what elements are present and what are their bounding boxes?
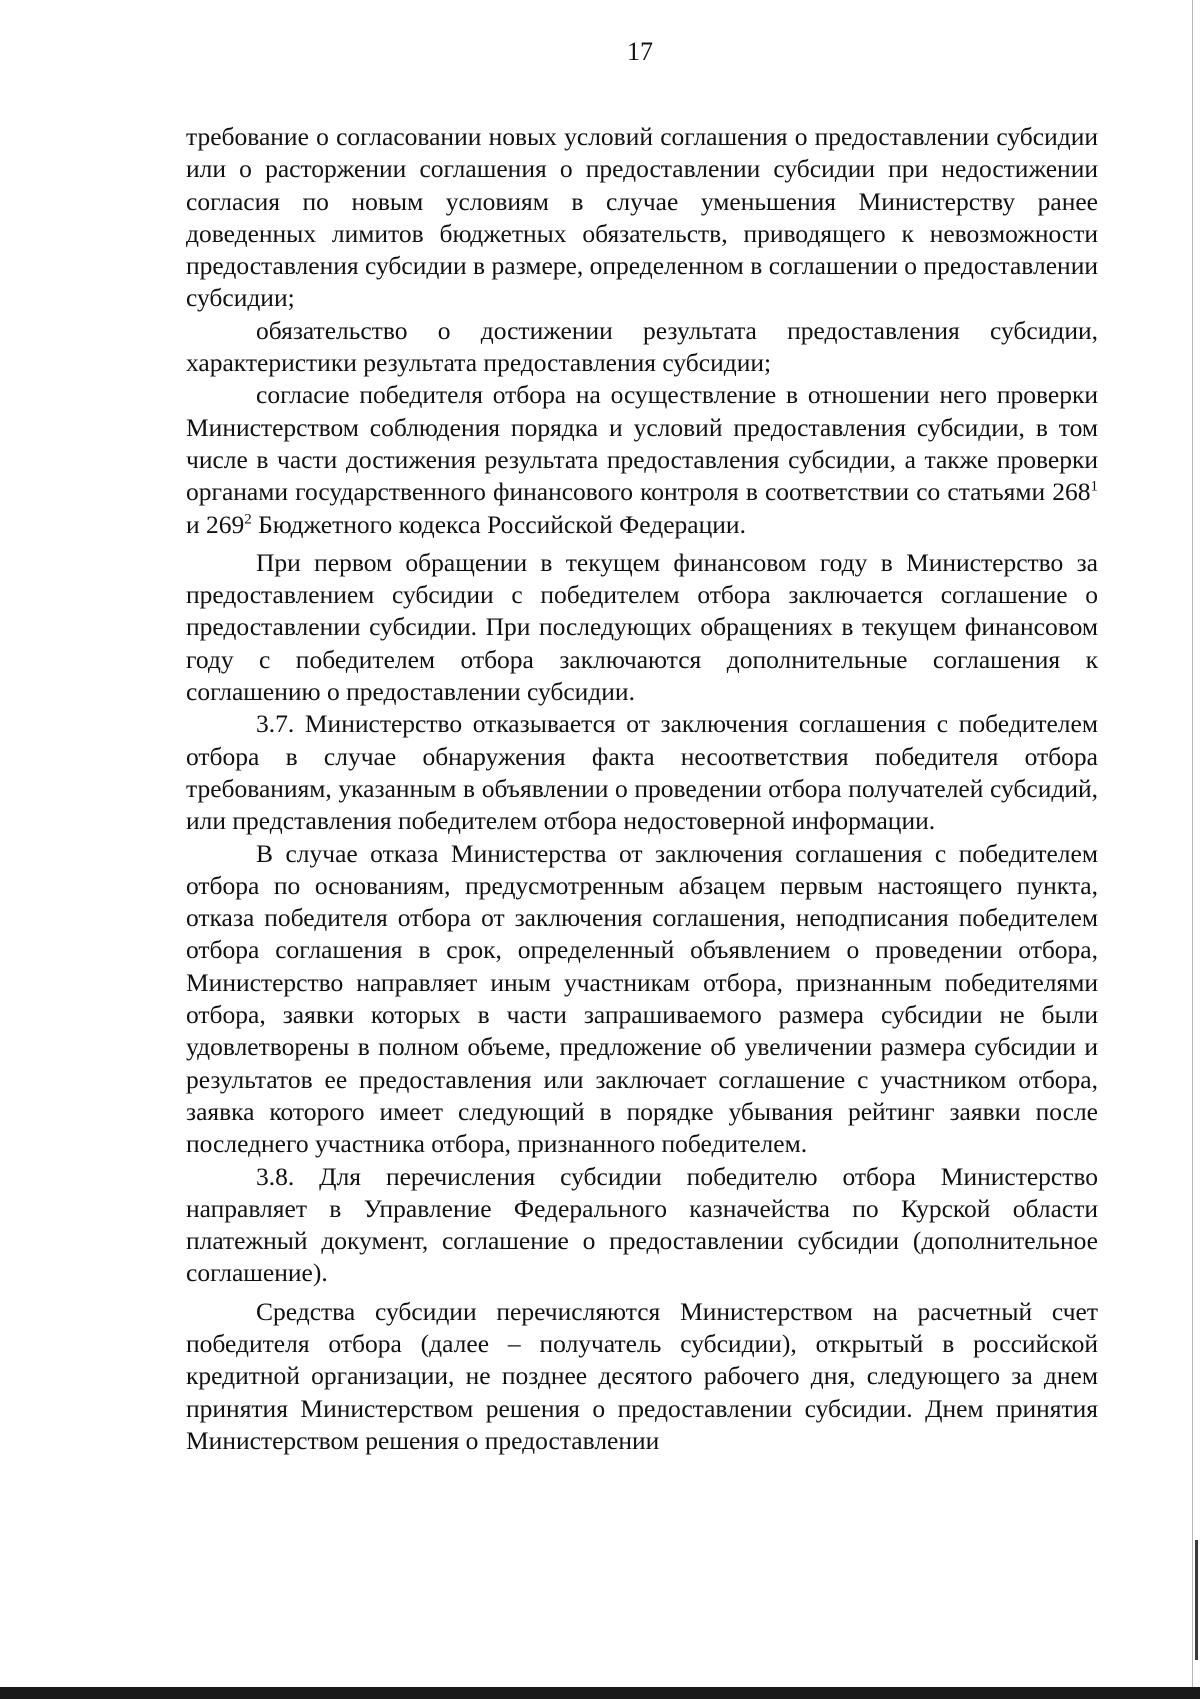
paragraph-text: 3.8. Для перечисления субсидии победителю отбора Министерство направляет в Управление Федерального казначейства по Курской области платежный документ, соглашение о предоставлении субсидии (дополнительное соглашение). bbox=[186, 1161, 1098, 1288]
paragraph-continuation bbox=[186, 121, 1098, 315]
paragraph-text: В случае отказа Министерства от заключения соглашения с победителем отбора по основаниям, предусмотренным абзацем первым настоящего пункта, отказа победителя отбора от заключения соглашения, неподписания победителем отбора соглашения в срок, определенный объявлением о проведении отбора, Министерство направляет иным участникам отбора, признанным победителями отбора, заявки которых в части запрашиваемого размера субсидии не были удовлетворены в полном объеме, предложение об увеличении размера субсидии и результатов ее предоставления или заключает соглашение с участником отбора, заявка которого имеет следующий в порядке убывания рейтинг заявки после последнего участника отбора, признанного победителем. bbox=[186, 838, 1098, 1159]
paragraph-text: и 269 bbox=[186, 509, 245, 539]
paragraph-refusal-case bbox=[186, 838, 1098, 1161]
paragraph-clause-3-7 bbox=[186, 708, 1098, 837]
paragraph-first-appeal bbox=[186, 547, 1098, 708]
superscript: 2 bbox=[244, 511, 252, 528]
paragraph-consent bbox=[186, 379, 1098, 540]
paragraph-text: согласие победителя отбора на осуществление в отношении него проверки Министерством соблюдения порядка и условий предоставления субсидии, в том числе в части достижения результата предоставления субсидии, а также проверки органами государственного финансового контроля в соответствии со статьями 268 bbox=[186, 380, 1098, 507]
paragraph-obligation bbox=[186, 315, 1098, 380]
superscript: 1 bbox=[1090, 478, 1098, 495]
paragraph-text: Бюджетного кодекса Российской Федерации. bbox=[251, 509, 746, 539]
scan-bottom-bar bbox=[0, 1687, 1200, 1699]
paragraph-text: обязательство о достижении результата предоставления субсидии, характеристики результата предоставления субсидии; bbox=[186, 315, 1098, 378]
scan-edge bbox=[1192, 0, 1200, 1699]
paragraph-clause-3-8 bbox=[186, 1161, 1098, 1290]
paragraph-text: Средства субсидии перечисляются Министерством на расчетный счет победителя отбора (далее – получатель субсидии), открытый в российской кредитной организации, не позднее десятого рабочего дня, следующего за днем принятия Министерством решения о предоставлении субсидии. Днем принятия Министерством решения о предоставлении bbox=[186, 1296, 1098, 1455]
paragraph-text: требование о согласовании новых условий соглашения о предоставлении субсидии или о расторжении соглашения о предоставлении субсидии при недостижении согласия по новым условиям в случае уменьшения Министерству ранее доведенных лимитов бюджетных обязательств, приводящего к невозможности предоставления субсидии в размере, определенном в соглашении о предоставлении субсидии; bbox=[186, 122, 1098, 313]
paragraph-transfer bbox=[186, 1296, 1098, 1457]
document-body bbox=[186, 121, 1098, 1457]
page-number: 17 bbox=[627, 37, 653, 66]
paragraph-text: 3.7. Министерство отказывается от заключения соглашения с победителем отбора в случае обнаружения факта несоответствия победителя отбора требованиям, указанным в объявлении о проведении отбора получателей субсидий, или представления победителем отбора недостоверной информации. bbox=[186, 709, 1098, 836]
paragraph-text: При первом обращении в текущем финансовом году в Министерство за предоставлением субсидии с победителем отбора заключается соглашение о предоставлении субсидии. При последующих обращениях в текущем финансовом году с победителем отбора заключаются дополнительные соглашения к соглашению о предоставлении субсидии. bbox=[186, 547, 1098, 707]
